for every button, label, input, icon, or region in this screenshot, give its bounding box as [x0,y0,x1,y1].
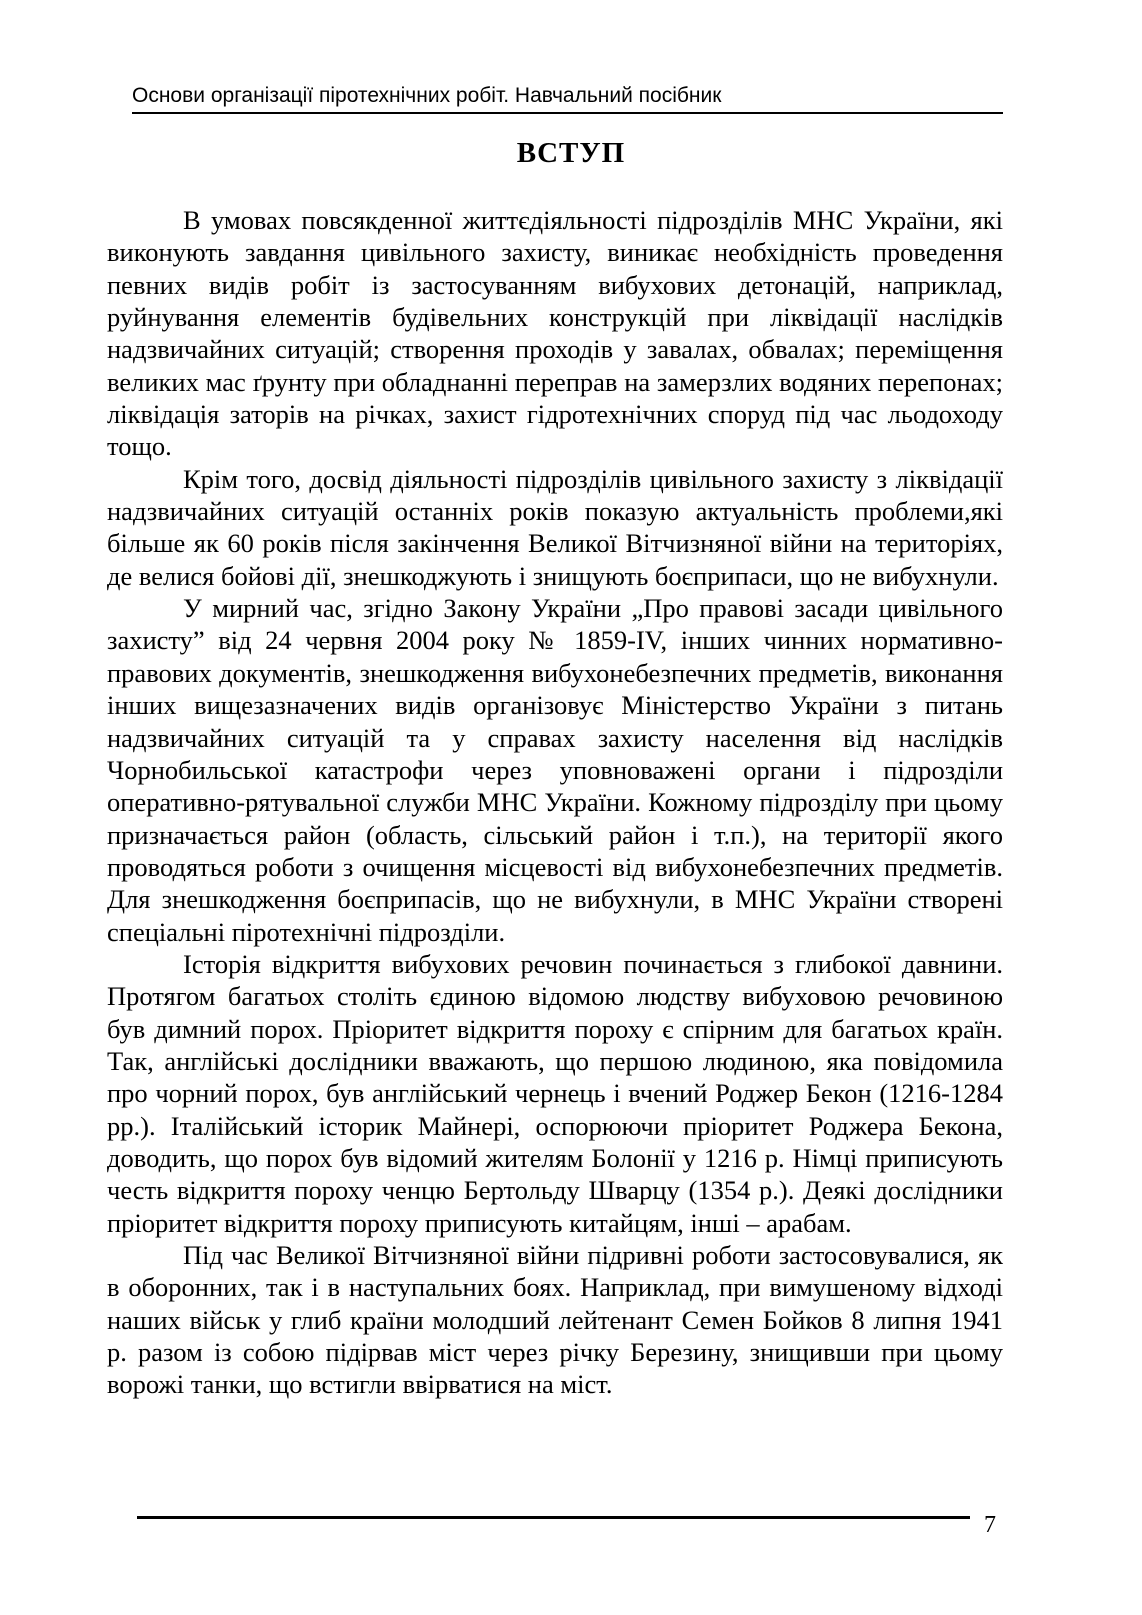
running-header: Основи організації піротехнічних робіт. Навчальний посібник [132,84,1003,114]
paragraph-4: Історія відкриття вибухових речовин починається з глибокої давнини. Протягом багатьох століть єдиною відомою людству вибуховою речовиною був димний порох. Пріоритет відкриття пороху є спірним для багатьох країн. Так, англійські дослідники вважають, що першою людиною, яка повідомила про чорний порох, був англійський чернець і вчений Роджер Бекон (1216-1284 рр.). Італійський історик Майнері, оспорюючи пріоритет Роджера Бекона, доводить, що порох був відомий жителям Болонії у 1216 р. Німці приписують честь відкриття пороху ченцю Бертольду Шварцу (1354 р.). Деякі дослідники пріоритет відкриття пороху приписують китайцям, інші – арабам. [107,948,1003,1238]
paragraph-2: Крім того, досвід діяльності підрозділів цивільного захисту з ліквідації надзвичайних ситуацій останніх років показую актуальність проблеми,які більше як 60 років після закінчення Великої Вітчизняної війни на територіях, де велися бойові дії, знешкоджують і знищують боєприпаси, що не вибухнули. [107,463,1003,591]
paragraph-3: У мирний час, згідно Закону України „Про правові засади цивільного захисту” від 24 червня 2004 року № 1859-IV, інших чинних нормативно-правових документів, знешкодження вибухонебезпечних предметів, виконання інших вищезазначених видів організовує Міністерство України з питань надзвичайних ситуацій та у справах захисту населення від наслідків Чорнобильської катастрофи через уповноважені органи і підрозділи оперативно-рятувальної служби МНС України. Кожному підрозділу при цьому призначається район (область, сільський район і т.п.), на території якого проводяться роботи з очищення місцевості від вибухонебезпечних предметів. Для знешкодження боєприпасів, що не вибухнули, в МНС України створені спеціальні піротехнічні підрозділи. [107,593,1003,947]
paragraph-1: В умовах повсякденної життєдіяльності підрозділів МНС України, які виконують завдання цивільного захисту, виникає необхідність проведення певних видів робіт із застосуванням вибухових детонацій, наприклад, руйнування елементів будівельних конструкцій при ліквідації наслідків надзвичайних ситуацій; створення проходів у завалах, обвалах; переміщення великих мас ґрунту при обладнанні переправ на замерзлих водяних перепонах; ліквідація заторів на річках, захист гідротехнічних споруд під час льодоходу тощо. [107,205,1003,462]
paragraph-5: Під час Великої Вітчизняної війни підривні роботи застосовувалися, як в оборонних, так і в наступальних боях. Наприклад, при вимушеному відході наших військ у глиб країни молодший лейтенант Семен Бойков 8 липня 1941 р. разом із собою підірвав міст через річку Березину, знищивши при цьому ворожі танки, що встигли ввірватися на міст. [107,1240,1003,1400]
page-title: ВСТУП [516,137,626,169]
body-text [107,204,1003,1401]
page-number: 7 [984,1512,996,1538]
footer-rule [137,1516,970,1519]
